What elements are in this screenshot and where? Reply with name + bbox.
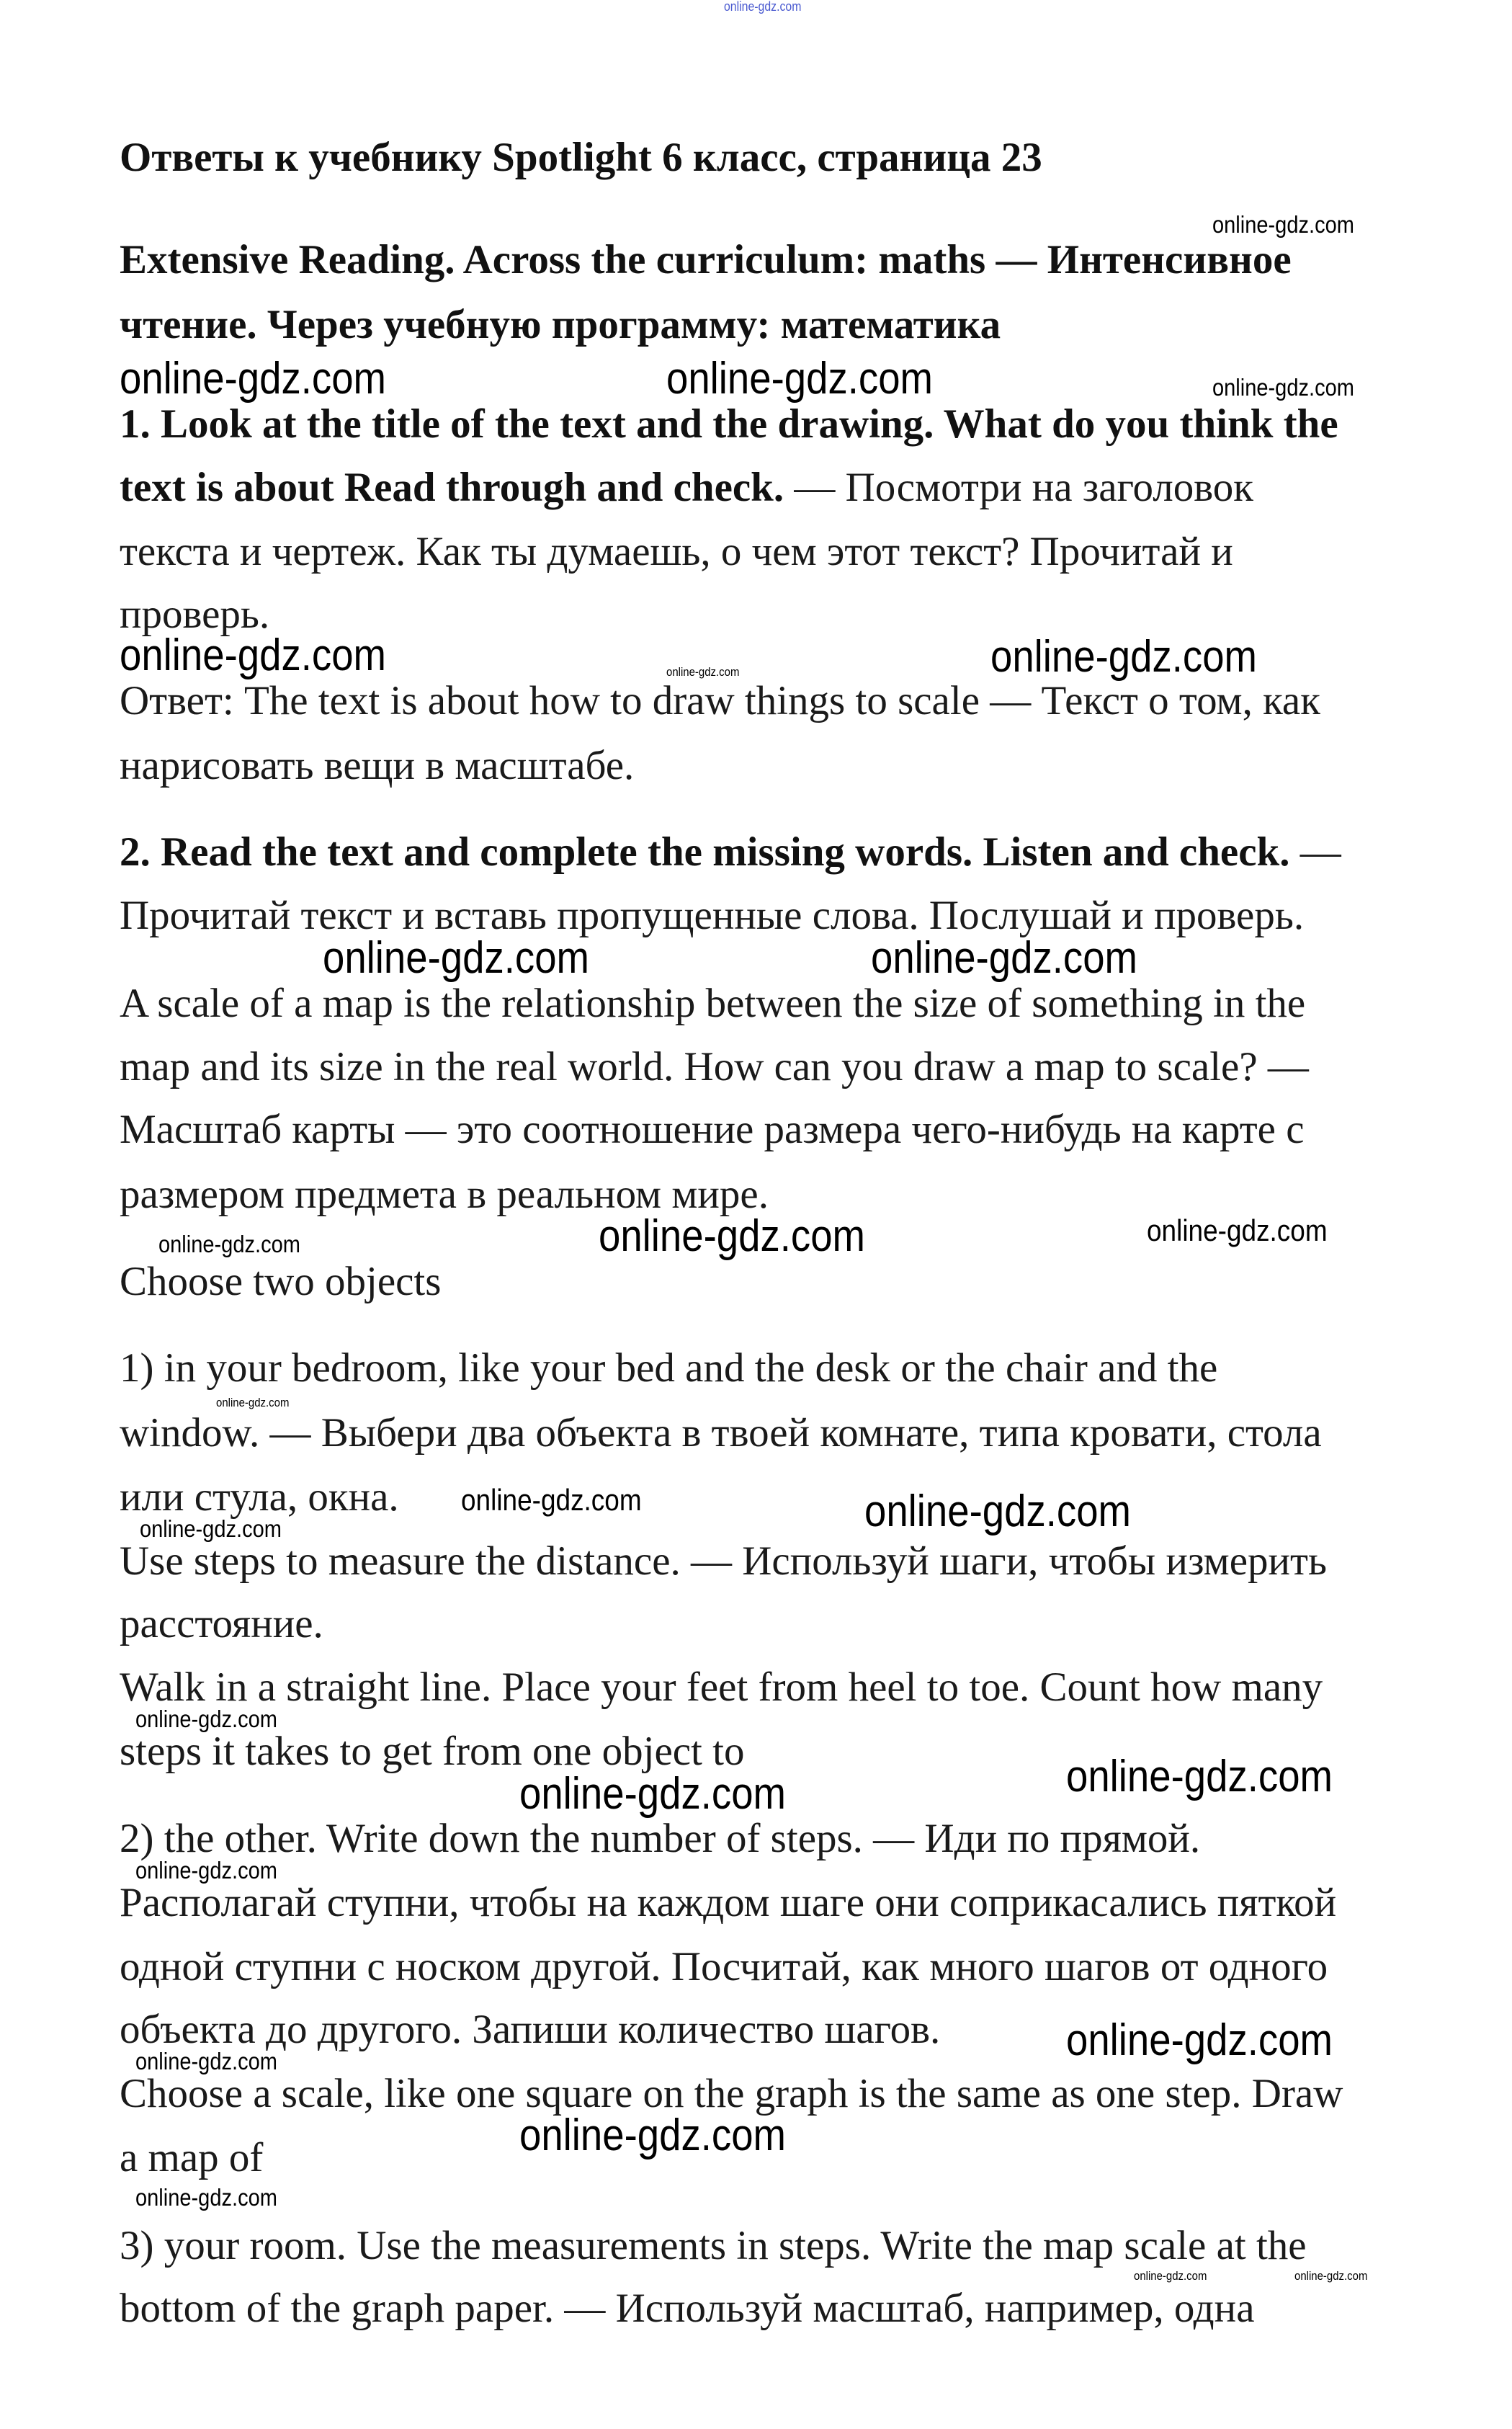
page-title bbox=[120, 137, 1042, 178]
watermark: online-gdz.com bbox=[140, 1515, 282, 1542]
watermark: online-gdz.com bbox=[599, 1211, 865, 1261]
watermark: online-gdz.com bbox=[135, 1857, 277, 1884]
text-line bbox=[120, 2137, 263, 2178]
text-line bbox=[120, 829, 1341, 875]
bold-text: чтение. Через учебную программу: математика bbox=[120, 302, 1001, 347]
text-line bbox=[120, 1818, 1200, 1859]
text-line bbox=[120, 983, 1305, 1024]
text-line bbox=[120, 1603, 323, 1644]
watermark: online-gdz.com bbox=[1134, 2269, 1207, 2283]
text-line bbox=[120, 2073, 1343, 2114]
text-line bbox=[120, 304, 1001, 345]
plain-text: Use steps to measure the distance. — Используй шаги, чтобы измерить bbox=[120, 1538, 1327, 1584]
watermark: online-gdz.com bbox=[1066, 2015, 1333, 2065]
watermark: online-gdz.com bbox=[135, 1706, 277, 1732]
text-line bbox=[120, 1174, 769, 1215]
watermark: online-gdz.com bbox=[135, 2184, 277, 2211]
watermark: online-gdz.com bbox=[461, 1483, 642, 1517]
plain-text: 2) the other. Write down the number of steps. — Иди по прямой. bbox=[120, 1816, 1201, 1861]
text-line bbox=[120, 594, 269, 635]
plain-text: map and its size in the real world. How can you draw a map to scale? — bbox=[120, 1044, 1309, 1089]
plain-text: steps it takes to get from one object to bbox=[120, 1729, 745, 1774]
text-line bbox=[120, 401, 1338, 447]
text-line bbox=[120, 531, 1233, 572]
watermark: online-gdz.com bbox=[1294, 2269, 1368, 2283]
plain-text: 3) your room. Use the measurements in steps. Write the map scale at the bbox=[120, 2223, 1307, 2268]
plain-text: Choose two objects bbox=[120, 1259, 442, 1304]
text-line bbox=[120, 1410, 1322, 1456]
watermark: online-gdz.com bbox=[666, 354, 933, 404]
plain-text: или стула, окна. bbox=[120, 1474, 399, 1520]
watermark: online-gdz.com bbox=[990, 632, 1257, 682]
text-line bbox=[120, 1664, 1323, 1710]
plain-text: размером предмета в реальном мире. bbox=[120, 1172, 769, 1217]
watermark: online-gdz.com bbox=[871, 933, 1137, 983]
watermark: online-gdz.com bbox=[216, 1396, 290, 1409]
plain-text: bottom of the graph paper. — Используй масштаб, например, одна bbox=[120, 2286, 1255, 2331]
text-line bbox=[120, 2288, 1255, 2329]
bold-text: text is about Read through and check. bbox=[120, 465, 784, 510]
text-line bbox=[120, 1109, 1305, 1150]
plain-text: — Посмотри на заголовок bbox=[784, 465, 1253, 510]
watermark: online-gdz.com bbox=[323, 933, 589, 983]
plain-text: Ответ: The text is about how to draw things to scale — Текст о том, как bbox=[120, 678, 1320, 723]
plain-text: объекта до другого. Запиши количество шагов. bbox=[120, 2007, 941, 2052]
text-line bbox=[120, 239, 1292, 280]
watermark: online-gdz.com bbox=[1066, 1752, 1333, 1801]
bold-text: 1. Look at the title of the text and the drawing. What do you think the bbox=[120, 401, 1338, 447]
text-line bbox=[120, 680, 1320, 721]
watermark: online-gdz.com bbox=[135, 2048, 277, 2074]
text-line bbox=[120, 1347, 1217, 1389]
watermark: online-gdz.com bbox=[120, 630, 386, 680]
plain-text: нарисовать вещи в масштабе. bbox=[120, 743, 635, 788]
plain-text: 1) in your bedroom, like your bed and the desk or the chair and the bbox=[120, 1345, 1218, 1391]
text-line bbox=[120, 1882, 1336, 1923]
plain-text: расстояние. bbox=[120, 1601, 323, 1646]
watermark: online-gdz.com bbox=[519, 1769, 786, 1819]
plain-text: Choose a scale, like one square on the graph is the same as one step. Draw bbox=[120, 2071, 1343, 2116]
plain-text: Располагай ступни, чтобы на каждом шаге они соприкасались пяткой bbox=[120, 1880, 1337, 1925]
watermark: online-gdz.com bbox=[1212, 211, 1354, 238]
watermark: online-gdz.com bbox=[1212, 374, 1354, 401]
plain-text: — bbox=[1289, 829, 1341, 875]
plain-text: текста и чертеж. Как ты думаешь, о чем этот текст? Прочитай и bbox=[120, 529, 1233, 574]
watermark: online-gdz.com bbox=[519, 2111, 786, 2160]
plain-text: одной ступни с носком другой. Посчитай, как много шагов от одного bbox=[120, 1944, 1328, 1989]
text-line bbox=[120, 1474, 399, 1520]
text-line bbox=[120, 467, 1253, 508]
plain-text: A scale of a map is the relationship between the size of something in the bbox=[120, 981, 1306, 1026]
bold-text: 2. Read the text and complete the missing words. Listen and check. bbox=[120, 829, 1290, 875]
bold-text: Extensive Reading. Across the curriculum: maths — Интенсивное bbox=[120, 237, 1292, 282]
plain-text: проверь. bbox=[120, 592, 270, 637]
text-line bbox=[120, 1261, 441, 1302]
watermark: online-gdz.com bbox=[666, 665, 740, 679]
plain-text: a map of bbox=[120, 2135, 264, 2180]
text-line bbox=[120, 2225, 1307, 2266]
text-line bbox=[120, 1731, 744, 1772]
watermark: online-gdz.com bbox=[1147, 1213, 1328, 1247]
text-line bbox=[120, 1946, 1328, 1987]
text-line bbox=[120, 745, 634, 786]
watermark: online-gdz.com bbox=[864, 1487, 1131, 1536]
plain-text: window. — Выбери два объекта в твоей комнате, типа кровати, стола bbox=[120, 1410, 1322, 1456]
watermark: online-gdz.com bbox=[120, 354, 386, 404]
text-line bbox=[120, 1538, 1327, 1584]
text-line bbox=[120, 2009, 940, 2050]
watermark: online-gdz.com bbox=[158, 1231, 300, 1257]
text-line bbox=[120, 1046, 1309, 1087]
plain-text: Walk in a straight line. Place your feet from heel to toe. Count how many bbox=[120, 1664, 1323, 1710]
watermark: online-gdz.com bbox=[724, 0, 802, 14]
plain-text: Масштаб карты — это соотношение размера чего-нибудь на карте с bbox=[120, 1107, 1305, 1152]
bold-text: Ответы к учебнику Spotlight 6 класс, страница 23 bbox=[120, 135, 1042, 180]
plain-text: Прочитай текст и вставь пропущенные слова. Послушай и проверь. bbox=[120, 893, 1305, 938]
text-line bbox=[120, 895, 1304, 936]
